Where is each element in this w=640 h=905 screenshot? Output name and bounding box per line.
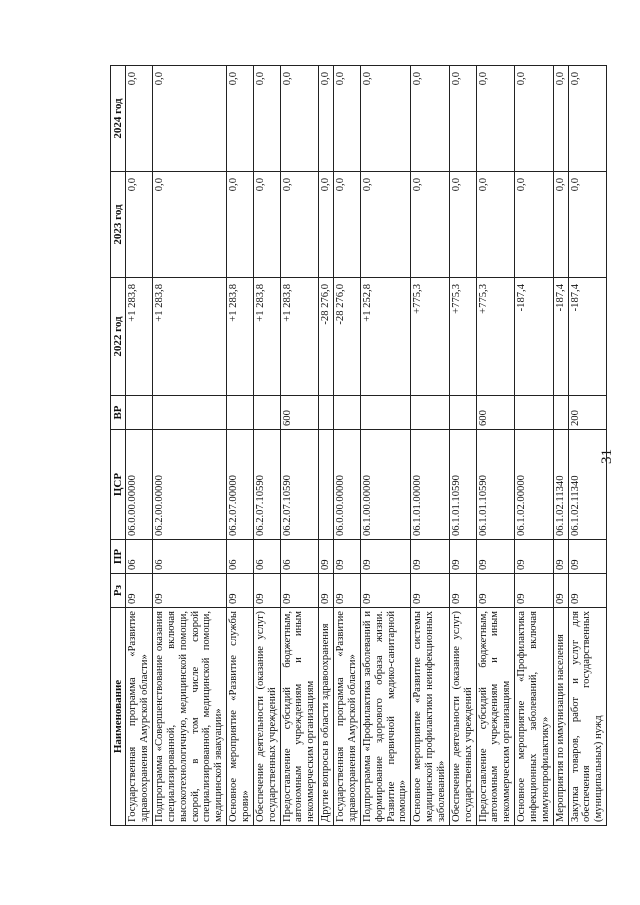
table-row	[153, 66, 227, 826]
cell-rz: 09	[515, 574, 554, 608]
cell-2022: -28 276,0	[319, 278, 334, 396]
cell-pr: 06	[253, 540, 280, 574]
cell-csr	[319, 430, 334, 540]
cell-pr: 09	[411, 540, 450, 574]
cell-rz: 09	[449, 574, 476, 608]
cell-2023: 0,0	[319, 172, 334, 278]
cell-csr: 06.1.00.00000	[360, 430, 410, 540]
cell-rz: 09	[319, 574, 334, 608]
cell-2022: +1 252,8	[360, 278, 410, 396]
cell-2024: 0,0	[227, 66, 254, 172]
cell-2023: 0,0	[515, 172, 554, 278]
cell-2024: 0,0	[476, 66, 515, 172]
cell-vr	[253, 396, 280, 430]
cell-pr: 09	[319, 540, 334, 574]
cell-vr	[553, 396, 568, 430]
cell-2023: 0,0	[126, 172, 153, 278]
cell-vr: 200	[568, 396, 607, 430]
cell-pr: 09	[568, 540, 607, 574]
cell-name: Мероприятия по иммунизации населения	[553, 608, 568, 826]
cell-vr	[515, 396, 554, 430]
cell-2022: +775,3	[476, 278, 515, 396]
cell-rz: 09	[153, 574, 227, 608]
cell-name: Основное мероприятие «Развитие службы крови»	[227, 608, 254, 826]
cell-rz: 09	[253, 574, 280, 608]
cell-2022: +1 283,8	[253, 278, 280, 396]
header-rz: Рз	[111, 574, 126, 608]
cell-2023: 0,0	[568, 172, 607, 278]
cell-name: Закупка товаров, работ и услуг для обеспечения государственных (муниципальных) нужд	[568, 608, 607, 826]
cell-name: Предоставление субсидий бюджетным, автономным учреждениям и иным некоммерческим организациям	[476, 608, 515, 826]
table-row	[515, 66, 554, 826]
cell-vr	[319, 396, 334, 430]
cell-name: Основное мероприятие «Профилактика инфекционных заболеваний, включая иммунопрофилактику»	[515, 608, 554, 826]
cell-csr: 06.1.02.11340	[553, 430, 568, 540]
cell-vr	[411, 396, 450, 430]
table-row	[476, 66, 515, 826]
page-number: 31	[599, 449, 615, 464]
cell-vr	[153, 396, 227, 430]
cell-pr: 09	[449, 540, 476, 574]
cell-2022: -187,4	[515, 278, 554, 396]
table-row	[280, 66, 319, 826]
cell-2022: +1 283,8	[126, 278, 153, 396]
cell-vr	[227, 396, 254, 430]
cell-2023: 0,0	[334, 172, 361, 278]
header-name: Наименование	[111, 608, 126, 826]
cell-name: Подпрограмма «Профилактика заболеваний и формирование здорового образа жизни. Развитие первичной медико-санитарной помощи»	[360, 608, 410, 826]
cell-rz: 09	[360, 574, 410, 608]
cell-vr	[126, 396, 153, 430]
cell-pr: 06	[153, 540, 227, 574]
cell-2024: 0,0	[319, 66, 334, 172]
cell-pr: 09	[515, 540, 554, 574]
cell-pr: 06	[280, 540, 319, 574]
cell-2022: +775,3	[449, 278, 476, 396]
cell-2023: 0,0	[449, 172, 476, 278]
table-row	[126, 66, 153, 826]
cell-2022: +1 283,8	[280, 278, 319, 396]
header-csr: ЦСР	[111, 430, 126, 540]
cell-2023: 0,0	[253, 172, 280, 278]
cell-name: Государственная программа «Развитие здравоохранения Амурской области»	[126, 608, 153, 826]
cell-vr	[334, 396, 361, 430]
cell-2024: 0,0	[411, 66, 450, 172]
cell-vr	[360, 396, 410, 430]
cell-csr: 06.1.01.10590	[449, 430, 476, 540]
cell-2022: -187,4	[568, 278, 607, 396]
cell-csr: 06.1.01.10590	[476, 430, 515, 540]
cell-rz: 09	[568, 574, 607, 608]
cell-csr: 06.1.01.00000	[411, 430, 450, 540]
cell-2024: 0,0	[334, 66, 361, 172]
table-row	[449, 66, 476, 826]
cell-rz: 09	[476, 574, 515, 608]
cell-2024: 0,0	[568, 66, 607, 172]
cell-name: Предоставление субсидий бюджетным, автономным учреждениям и иным некоммерческим организациям	[280, 608, 319, 826]
cell-csr: 06.1.02.11340	[568, 430, 607, 540]
cell-rz: 09	[280, 574, 319, 608]
cell-pr: 09	[360, 540, 410, 574]
cell-name: Подпрограмма «Совершенствование оказания специализированной, включая высокотехнологичную, медицинской помощи, скорой, в том числе скорой специализированной, медицинской помощи, медицинской эвакуации»	[153, 608, 227, 826]
cell-pr: 09	[334, 540, 361, 574]
cell-2024: 0,0	[126, 66, 153, 172]
cell-pr: 06	[227, 540, 254, 574]
cell-2023: 0,0	[227, 172, 254, 278]
cell-csr: 06.2.07.00000	[227, 430, 254, 540]
cell-2024: 0,0	[253, 66, 280, 172]
header-pr: ПР	[111, 540, 126, 574]
cell-vr: 600	[280, 396, 319, 430]
cell-2023: 0,0	[153, 172, 227, 278]
table-row	[360, 66, 410, 826]
table-row	[568, 66, 607, 826]
header-2022: 2022 год	[111, 278, 126, 396]
cell-2022: +775,3	[411, 278, 450, 396]
cell-2024: 0,0	[449, 66, 476, 172]
cell-2022: -187,4	[553, 278, 568, 396]
table-row	[334, 66, 361, 826]
cell-2023: 0,0	[476, 172, 515, 278]
cell-2023: 0,0	[411, 172, 450, 278]
cell-name: Государственная программа «Развитие здравоохранения Амурской области»	[334, 608, 361, 826]
cell-name: Другие вопросы в области здравоохранения	[319, 608, 334, 826]
cell-rz: 09	[553, 574, 568, 608]
table-header-row	[111, 66, 126, 826]
table-row	[319, 66, 334, 826]
cell-2024: 0,0	[360, 66, 410, 172]
table-row	[553, 66, 568, 826]
cell-rz: 09	[126, 574, 153, 608]
cell-csr: 06.0.00.00000	[334, 430, 361, 540]
table-row	[253, 66, 280, 826]
cell-2024: 0,0	[515, 66, 554, 172]
cell-rz: 09	[227, 574, 254, 608]
cell-rz: 09	[411, 574, 450, 608]
cell-pr: 09	[553, 540, 568, 574]
budget-table	[110, 65, 607, 826]
cell-name: Обеспечение деятельности (оказание услуг) государственных учреждений	[449, 608, 476, 826]
cell-csr: 06.1.02.00000	[515, 430, 554, 540]
header-vr: ВР	[111, 396, 126, 430]
cell-csr: 06.2.07.10590	[253, 430, 280, 540]
cell-name: Обеспечение деятельности (оказание услуг) государственных учреждений	[253, 608, 280, 826]
cell-csr: 06.2.07.10590	[280, 430, 319, 540]
cell-2023: 0,0	[360, 172, 410, 278]
cell-vr	[449, 396, 476, 430]
cell-2022: +1 283,8	[227, 278, 254, 396]
rotated-table-container	[110, 66, 605, 826]
cell-csr: 06.2.00.00000	[153, 430, 227, 540]
cell-2023: 0,0	[553, 172, 568, 278]
cell-2024: 0,0	[153, 66, 227, 172]
cell-pr: 06	[126, 540, 153, 574]
table-row	[411, 66, 450, 826]
cell-2022: +1 283,8	[153, 278, 227, 396]
table-row	[227, 66, 254, 826]
cell-name: Основное мероприятие «Развитие системы медицинской профилактики неинфекционных заболеваний»	[411, 608, 450, 826]
cell-2024: 0,0	[280, 66, 319, 172]
cell-2023: 0,0	[280, 172, 319, 278]
cell-rz: 09	[334, 574, 361, 608]
cell-vr: 600	[476, 396, 515, 430]
cell-csr: 06.0.00.00000	[126, 430, 153, 540]
header-2023: 2023 год	[111, 172, 126, 278]
cell-pr: 09	[476, 540, 515, 574]
cell-2024: 0,0	[553, 66, 568, 172]
header-2024: 2024 год	[111, 66, 126, 172]
cell-2022: -28 276,0	[334, 278, 361, 396]
